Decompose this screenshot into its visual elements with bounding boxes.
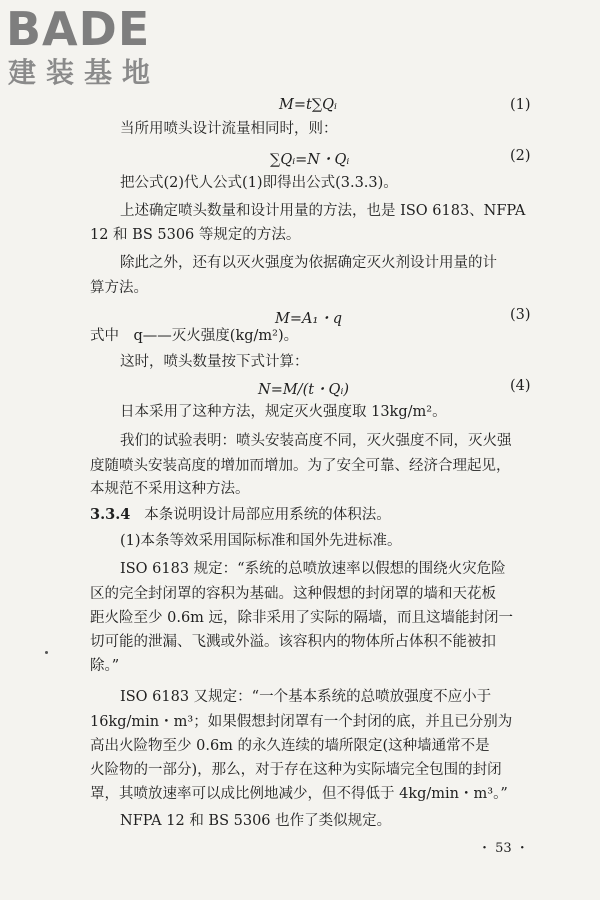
text-line: 高出火险物至少 0.6m 的永久连续的墙所限定(这种墙通常不是 [90,738,490,754]
text-line: 切可能的泄漏、飞溅或外溢。该容积内的物体所占体积不能被扣 [90,634,496,650]
text-line: 罩，其喷放速率可以成比例地减少，但不得低于 4kg/min・m³。” [90,786,508,802]
formula-3: M=A₁・q [275,311,343,327]
text-line: 把公式(2)代人公式(1)即得出公式(3.3.3)。 [120,175,398,191]
text-line: 式中 q——灭火强度(kg/m²)。 [90,328,299,344]
text-line: 当所用喷头设计流量相同时，则： [120,121,338,137]
text-line: 12 和 BS 5306 等规定的方法。 [90,227,301,243]
text-line: 距火险至少 0.6m 远，除非采用了实际的隔墙，而且这墙能封闭一 [90,610,514,626]
text-line: 本规范不采用这种方法。 [90,481,250,497]
text-line: 除此之外，还有以灭火强度为依据确定灭火剂设计用量的计 [120,255,497,271]
text-line: ISO 6183 规定：“系统的总喷放速率以假想的围绕火灾危险 [120,561,506,577]
formula-2: ∑Qᵢ=N・Qᵢ [270,152,350,168]
formula-2-number: (2) [510,148,531,164]
margin-mark [45,651,48,654]
text-line: 上述确定喷头数量和设计用量的方法，也是 ISO 6183、NFPA [120,203,526,219]
text-line: ISO 6183 又规定：“一个基本系统的总喷放强度不应小于 [120,689,492,705]
formula-1: M=t∑Qᵢ [279,97,337,113]
formula-3-number: (3) [510,307,531,323]
text-line: 这时，喷头数量按下式计算： [120,354,309,370]
page-number: ・ 53 ・ [478,841,529,856]
section-number: 3.3.4 [90,506,131,523]
text-line: 算方法。 [90,280,148,296]
text-line: 日本采用了这种方法，规定灭火强度取 13kg/m²。 [120,404,447,420]
formula-4-number: (4) [510,378,531,394]
text-line: 火险物的一部分)，那么，对于存在这种为实际墙完全包围的封闭 [90,762,502,778]
logo-wordmark: BADE [6,2,151,56]
text-line: 除。” [90,658,120,674]
text-line: NFPA 12 和 BS 5306 也作了类似规定。 [120,813,392,829]
section-text: 本条说明设计局部应用系统的体积法。 [144,507,391,523]
text-line: 16kg/min・m³；如果假想封闭罩有一个封闭的底，并且已分别为 [90,714,513,730]
text-line: 区的完全封闭罩的容积为基础。这种假想的封闭罩的墙和天花板 [90,586,496,602]
text-line: 我们的试验表明：喷头安装高度不同，灭火强度不同，灭火强 [120,433,512,449]
formula-4: N=M/(t・Qᵢ) [258,382,350,398]
section-heading [90,504,391,526]
logo-chinese: 建装基地 [8,56,161,89]
text-line: 度随喷头安装高度的增加而增加。为了安全可靠、经济合理起见， [90,458,511,474]
text-line: (1)本条等效采用国际标准和国外先进标准。 [120,533,402,549]
formula-1-number: (1) [510,97,531,113]
